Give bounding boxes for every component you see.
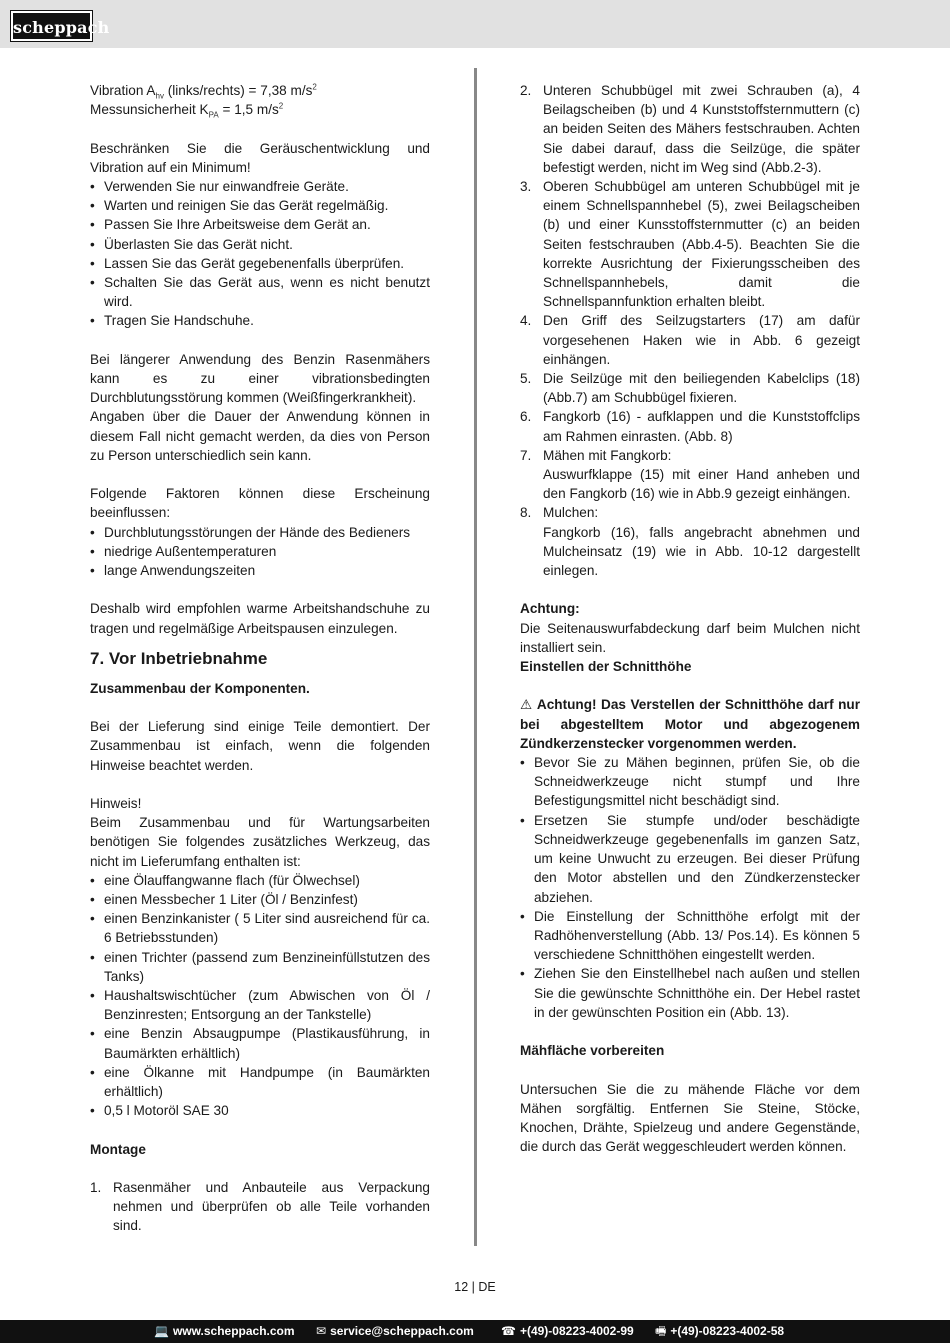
list-item: • eine Benzin Absaugpumpe (Plastikausführung, in Baumärkten erhältlich): [90, 1024, 430, 1062]
scheppach-logo: scheppach: [11, 11, 92, 41]
factors-list: [90, 523, 430, 581]
factors-intro: Folgende Faktoren können diese Erscheinung beeinflussen:: [90, 486, 430, 521]
list-item: 1. Rasenmäher und Anbauteile aus Verpackung nehmen und überprüfen ob alle Teile vorhanden sind.: [90, 1180, 430, 1234]
mail-icon: ✉: [316, 1324, 327, 1338]
footer-mail[interactable]: ✉ service@scheppach.com: [316, 1324, 474, 1338]
cut-height-heading: Einstellen der Schnitthöhe: [520, 659, 692, 675]
assembly-steps: [520, 81, 860, 580]
list-item: 7. Mähen mit Fangkorb: Auswurfklappe (15) mit einer Hand anheben und den Fangkorb (16) wie in Abb.9 gezeigt einhängen.: [520, 447, 860, 502]
montage-heading: Montage: [90, 1141, 146, 1157]
fax-icon: 🖷: [655, 1324, 667, 1338]
long-use-text: Bei längerer Anwendung des Benzin Rasenmähers kann es zu einer vibrationsbedingten Durchblutungsstörung kommen (Weißfingerkrankheit).: [90, 351, 430, 406]
list-item: • eine Ölkanne mit Handpumpe (in Baumärkten erhältlich): [90, 1063, 430, 1101]
recommend-text: Deshalb wird empfohlen warme Arbeitshandschuhe zu tragen und regelmäßige Arbeitspausen einzulegen.: [90, 601, 430, 636]
list-item: • einen Messbecher 1 Liter (Öl / Benzinfest): [90, 890, 430, 909]
footer-phone: ☎ +(49)-08223-4002-99: [501, 1324, 634, 1338]
list-item: 2. Unteren Schubbügel mit zwei Schrauben (a), 4 Beilagscheiben (b) und 4 Kunststoffsternmuttern (c) an beiden Seiten des Mähers festschrauben. Achten Sie dabei darauf, dass die Seilzüge, die später befestigt werden, nicht im Weg sind (Abb.2-3).: [520, 83, 860, 175]
vibration-line: Vibration $A_{hv}$ (links/rechts) = 7,38 $m/s^2$: [90, 82, 317, 101]
list-item: • Verwenden Sie nur einwandfreie Geräte.: [90, 177, 430, 196]
attention-label: Achtung:: [520, 601, 580, 617]
list-item: 4. Den Griff des Seilzugstarters (17) am dafür vorgesehenen Haken wie in Abb. 6 gezeigt einhängen.: [520, 313, 860, 367]
cut-height-list: [520, 753, 860, 1022]
list-item: • 0,5 l Motoröl SAE 30: [90, 1101, 430, 1120]
column-divider: [474, 68, 477, 1246]
note-label: Hinweis!: [90, 796, 142, 812]
limit-list: [90, 177, 430, 331]
list-item: • niedrige Außentemperaturen: [90, 542, 430, 561]
list-item: • Bevor Sie zu Mähen beginnen, prüfen Sie, ob die Schneidwerkzeuge nicht stumpf und Ihre Befestigungsmittel nicht beschädigt sind.: [520, 753, 860, 811]
list-item: • Warten und reinigen Sie das Gerät regelmäßig.: [90, 196, 430, 215]
montage-steps: [90, 1178, 430, 1236]
warning-text: ⚠ Achtung! Das Verstellen der Schnitthöhe darf nur bei abgestelltem Motor und abgezogenem Zündkerzenstecker vorgenommen werden.: [520, 697, 860, 751]
assembly-heading: Zusammenbau der Komponenten.: [90, 680, 310, 696]
section-title: 7. Vor Inbetriebnahme: [90, 648, 268, 668]
footer-fax: 🖷 +(49)-08223-4002-58: [655, 1324, 785, 1338]
left-column: [90, 81, 430, 1236]
list-item: • Schalten Sie das Gerät aus, wenn es nicht benutzt wird.: [90, 273, 430, 311]
list-item: • Durchblutungsstörungen der Hände des Bedieners: [90, 523, 430, 542]
footer-bar: [0, 1320, 950, 1343]
list-item: 8. Mulchen: Fangkorb (16), falls angebracht abnehmen und Mulcheinsatz (19) wie in Abb. 10-12 dargestellt einlegen.: [520, 505, 860, 579]
footer-web[interactable]: 💻 www.scheppach.com: [154, 1324, 295, 1338]
list-item: • einen Trichter (passend zum Benzineinfüllstutzen des Tanks): [90, 948, 430, 986]
list-item: • Haushaltswischtücher (zum Abwischen von Öl / Benzinresten; Entsorgung an der Tankstelle): [90, 986, 430, 1024]
prep-text: Untersuchen Sie die zu mähende Fläche vor dem Mähen sorgfältig. Entfernen Sie Steine, Stöcke, Knochen, Drähte, Spielzeug und andere Gegenstände, die durch das Gerät weggeschleudert werden können.: [520, 1081, 860, 1155]
assembly-text: Bei der Lieferung sind einige Teile demontiert. Der Zusammenbau ist einfach, wenn die folgenden Hinweise beachtet werden.: [90, 719, 430, 773]
list-item: 5. Die Seilzüge mit den beiliegenden Kabelclips (18) (Abb.7) am Schubbügel fixieren.: [520, 371, 860, 406]
list-item: • Passen Sie Ihre Arbeitsweise dem Gerät an.: [90, 215, 430, 234]
monitor-icon: 💻: [154, 1324, 169, 1338]
list-item: • Tragen Sie Handschuhe.: [90, 311, 430, 330]
right-column: [520, 81, 860, 1156]
list-item: • eine Ölauffangwanne flach (für Ölwechsel): [90, 871, 430, 890]
list-item: • lange Anwendungszeiten: [90, 561, 430, 580]
list-item: • Ersetzen Sie stumpfe und/oder beschädigte Schneidwerkzeuge gegebenenfalls im ganzen Satz, um keine Unwucht zu erzeugen. Bei dieser Prüfung den Motor abstellen und den Zündkerzenstecker abziehen.: [520, 811, 860, 907]
list-item: 6. Fangkorb (16) - aufklappen und die Kunststoffclips am Rahmen einrasten. (Abb. 8): [520, 409, 860, 444]
note-text: Beim Zusammenbau und für Wartungsarbeiten benötigen Sie folgendes zusätzliches Werkzeug, das nicht im Lieferumfang enthalten ist:: [90, 815, 430, 869]
header-bar: [0, 0, 950, 48]
list-item: • einen Benzinkanister ( 5 Liter sind ausreichend für ca. 6 Betriebsstunden): [90, 909, 430, 947]
duration-text: Angaben über die Dauer der Anwendung können in diesem Fall nicht gemacht werden, da dies von Person zu Person unterschiedlich sein kann.: [90, 409, 430, 463]
attention-text: Die Seitenauswurfabdeckung darf beim Mulchen nicht installiert sein.: [520, 620, 860, 655]
list-item: • Überlasten Sie das Gerät nicht.: [90, 235, 430, 254]
uncertainty-line: Messunsicherheit $K_{PA} = 1,5$ $m/s^2$: [90, 101, 284, 120]
list-item: 3. Oberen Schubbügel am unteren Schubbügel mit je einem Schnellspannhebel (5), zwei Beilagscheiben (b) und einer Kunsstoffsternmutter (c) an beiden Seiten festschrauben (Abb.4-5). Beachten Sie die korrekte Ausrichtung der Fixierungsscheiben des Schnellspannhebels, damit die Schnellspannfunktion erhalten bleibt.: [520, 179, 860, 310]
limit-intro: Beschränken Sie die Geräuschentwicklung und Vibration auf ein Minimum!: [90, 140, 430, 175]
page-number: 12 | DE: [454, 1280, 496, 1294]
list-item: • Die Einstellung der Schnitthöhe erfolgt mit der Radhöhenverstellung (Abb. 13/ Pos.14). Es können 5 verschiedene Schnitthöhen eingestellt werden.: [520, 907, 860, 965]
prep-heading: Mähfläche vorbereiten: [520, 1043, 665, 1059]
phone-icon: ☎: [501, 1324, 516, 1338]
list-item: • Ziehen Sie den Einstellhebel nach außen und stellen Sie die gewünschte Schnitthöhe ein. Der Hebel rastet in der gewünschten Position ein (Abb. 13).: [520, 964, 860, 1022]
tools-list: [90, 871, 430, 1121]
list-item: • Lassen Sie das Gerät gegebenenfalls überprüfen.: [90, 254, 430, 273]
